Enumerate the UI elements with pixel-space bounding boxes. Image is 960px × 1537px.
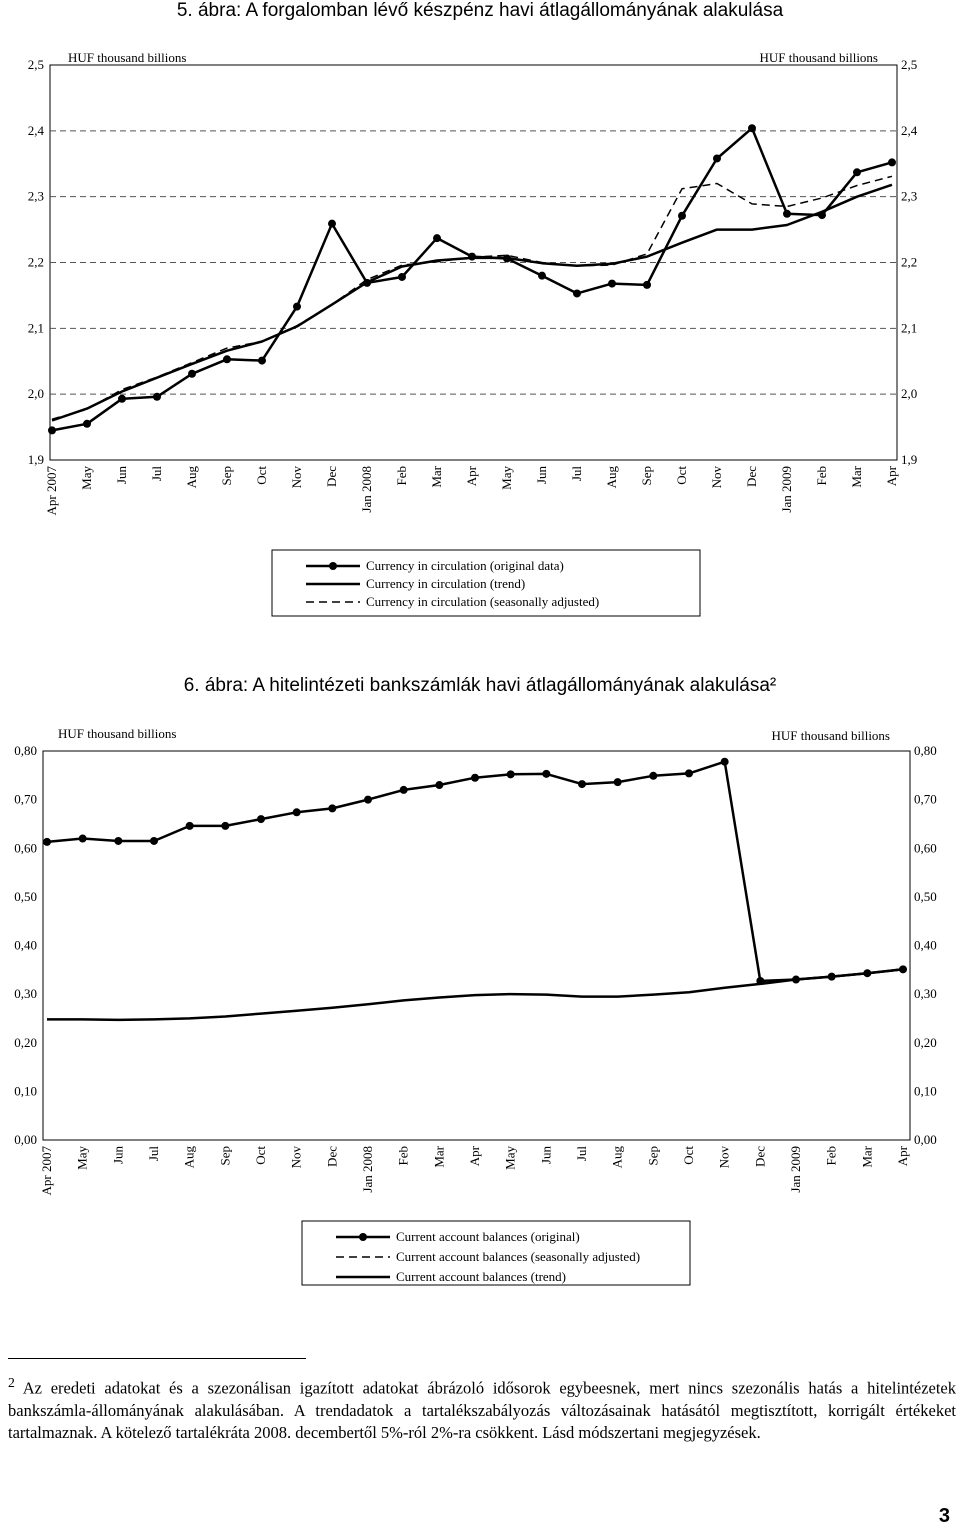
chart2-ytick-left: 0,10 xyxy=(14,1083,37,1099)
chart1-ytick-right: 2,0 xyxy=(901,386,918,402)
chart1-xtick: Sep xyxy=(639,466,654,486)
chart2-ytick-left: 0,70 xyxy=(14,791,37,807)
chart2-ytick-right: 0,60 xyxy=(914,840,937,856)
chart2-xtick: Dec xyxy=(752,1146,768,1167)
chart2-xtick: Jun xyxy=(110,1146,126,1165)
chart2-xtick: Feb xyxy=(823,1146,839,1166)
chart1-xtick: Apr 2007 xyxy=(44,466,59,516)
chart1-legend-label: Currency in circulation (trend) xyxy=(366,576,526,591)
chart2-legend-marker xyxy=(359,1233,367,1241)
chart1-ytick-right: 2,3 xyxy=(901,188,918,204)
chart2-legend-label: Current account balances (seasonally adjusted) xyxy=(396,1249,641,1264)
chart2-plot-frame xyxy=(43,751,910,1140)
chart1-xtick: Oct xyxy=(674,466,689,485)
chart1-xtick: Jun xyxy=(114,466,129,485)
page-number: 3 xyxy=(938,1505,950,1527)
chart1-ytick-right: 2,1 xyxy=(901,320,918,336)
chart2-legend-label: Current account balances (trend) xyxy=(396,1269,567,1284)
chart2-xtick: Nov xyxy=(716,1146,732,1169)
chart2-ytick-left: 0,60 xyxy=(14,840,37,856)
chart1-xtick: Nov xyxy=(289,466,304,489)
chart2-ytick-left: 0,00 xyxy=(14,1132,37,1147)
footnote-marker: 2 xyxy=(8,1375,15,1390)
chart1-xtick: Feb xyxy=(394,466,409,486)
chart2-ytick-right: 0,50 xyxy=(914,888,937,904)
chart1-xtick: Dec xyxy=(744,466,759,487)
chart2-ytick-left: 0,40 xyxy=(14,937,37,953)
chart2-xtick: Jun xyxy=(538,1146,554,1165)
chart1-ytick-left: 2,4 xyxy=(27,122,44,138)
chart2-xtick: Aug xyxy=(181,1146,197,1169)
chart1-xtick: Mar xyxy=(429,466,444,488)
chart2-title-text: 6. ábra: A hitelintézeti bankszámlák havi átlagállományának alakulása² xyxy=(183,675,777,696)
chart2-ytick-right: 0,70 xyxy=(914,791,937,807)
chart1-xtick: Jul xyxy=(569,466,584,482)
chart2-xtick: Mar xyxy=(859,1146,875,1168)
chart1-xtick: May xyxy=(79,466,94,490)
chart2-xtick: Feb xyxy=(395,1146,411,1166)
chart1-xtick: Oct xyxy=(254,466,269,485)
chart2-xtick: Sep xyxy=(217,1146,233,1166)
footnote-text: Az eredeti adatokat és a szezonálisan igazított adatokat ábrázoló idősorok egybeesnek, mert nincs szezonális hatás a hitelintézetek bankszámla-állományának alakulásában. A trendadatok a tartalékszabályozás változásainak hatásától megtisztított, korrigált értékeket tartalmaznak. A kötelező tartalékráta 2008. decembertől 5%-ról 2%-ra csökkent. Lásd módszertani megjegyzések. xyxy=(8,1378,956,1442)
chart2-ytick-left: 0,20 xyxy=(14,1034,37,1050)
footnote-rule xyxy=(8,1358,306,1359)
chart2-ytick-right: 0,20 xyxy=(914,1034,937,1050)
chart2-xtick: Oct xyxy=(253,1146,268,1165)
chart1-ytick-right: 2,5 xyxy=(901,57,918,72)
chart1-xtick: May xyxy=(499,466,514,490)
chart2-ylabel-left: HUF thousand billions xyxy=(58,726,177,741)
chart1-xtick: Jan 2008 xyxy=(359,466,374,513)
chart1-xtick: Aug xyxy=(604,466,619,489)
chart2-xtick: Aug xyxy=(609,1146,625,1169)
chart2-xtick: Apr 2007 xyxy=(39,1146,54,1196)
chart1-ytick-right: 2,2 xyxy=(901,254,918,270)
chart2-ylabel-right: HUF thousand billions xyxy=(771,728,890,743)
chart2-xtick: Mar xyxy=(431,1146,447,1168)
chart1-xtick: Nov xyxy=(709,466,724,489)
chart2-xtick: May xyxy=(502,1146,518,1170)
chart1-ytick-left: 2,0 xyxy=(27,386,44,402)
chart1-xtick: Mar xyxy=(849,466,864,488)
chart2-xtick: May xyxy=(74,1146,90,1170)
chart1-xtick: Jun xyxy=(534,466,549,485)
chart2-ytick-right: 0,40 xyxy=(914,937,937,953)
chart1-ytick-left: 2,2 xyxy=(27,254,44,270)
chart1-ytick-left: 2,5 xyxy=(27,57,44,72)
chart1-ytick-left: 2,3 xyxy=(27,188,44,204)
chart2-ytick-left: 0,50 xyxy=(14,888,37,904)
chart2-xtick: Jul xyxy=(574,1146,589,1162)
chart2-series-1-line xyxy=(47,762,903,981)
chart1-xtick: Dec xyxy=(324,466,339,487)
chart2-ytick-right: 0,80 xyxy=(914,743,937,758)
chart2-ytick-left: 0,80 xyxy=(14,743,37,758)
chart2-ytick-right: 0,00 xyxy=(914,1132,937,1147)
chart2-xtick: Jan 2009 xyxy=(788,1146,803,1193)
chart1-xtick: Aug xyxy=(184,466,199,489)
chart2-xtick: Apr xyxy=(895,1146,910,1167)
chart2-xtick: Nov xyxy=(288,1146,304,1169)
chart1-xtick: Apr xyxy=(464,466,479,487)
chart2-series-2-line xyxy=(47,969,903,1020)
chart1-xtick: Feb xyxy=(814,466,829,486)
chart1-ytick-left: 2,1 xyxy=(27,320,44,336)
chart1-xtick: Jul xyxy=(149,466,164,482)
chart2-xtick: Apr xyxy=(467,1146,482,1167)
chart1-legend-label: Currency in circulation (original data) xyxy=(366,558,564,573)
chart2-xtick: Oct xyxy=(681,1146,696,1165)
chart1-legend-label: Currency in circulation (seasonally adjusted) xyxy=(366,594,600,609)
footnote xyxy=(8,1372,956,1444)
chart2-xtick: Jan 2008 xyxy=(360,1146,375,1193)
chart2-ytick-right: 0,30 xyxy=(914,986,937,1002)
chart1-xtick: Sep xyxy=(219,466,234,486)
chart2-ytick-left: 0,30 xyxy=(14,986,37,1002)
chart2-xtick: Sep xyxy=(645,1146,661,1166)
chart1-ytick-right: 1,9 xyxy=(901,452,918,467)
chart1-xtick: Jan 2009 xyxy=(779,466,794,513)
chart1-ylabel-right: HUF thousand billions xyxy=(759,50,878,65)
chart1-xtick: Apr xyxy=(884,466,899,487)
chart2-xtick: Dec xyxy=(324,1146,340,1167)
chart1-ytick-right: 2,4 xyxy=(901,122,918,138)
chart1-ytick-left: 1,9 xyxy=(27,452,44,467)
chart1-title: 5. ábra: A forgalomban lévő készpénz havi átlagállományának alakulása xyxy=(176,0,784,21)
chart2-legend-label: Current account balances (original) xyxy=(396,1229,580,1244)
chart1-ylabel-left: HUF thousand billions xyxy=(68,50,187,65)
chart2-series-0-line xyxy=(47,762,903,981)
chart2-ytick-right: 0,10 xyxy=(914,1083,937,1099)
chart2-xtick: Jul xyxy=(146,1146,161,1162)
